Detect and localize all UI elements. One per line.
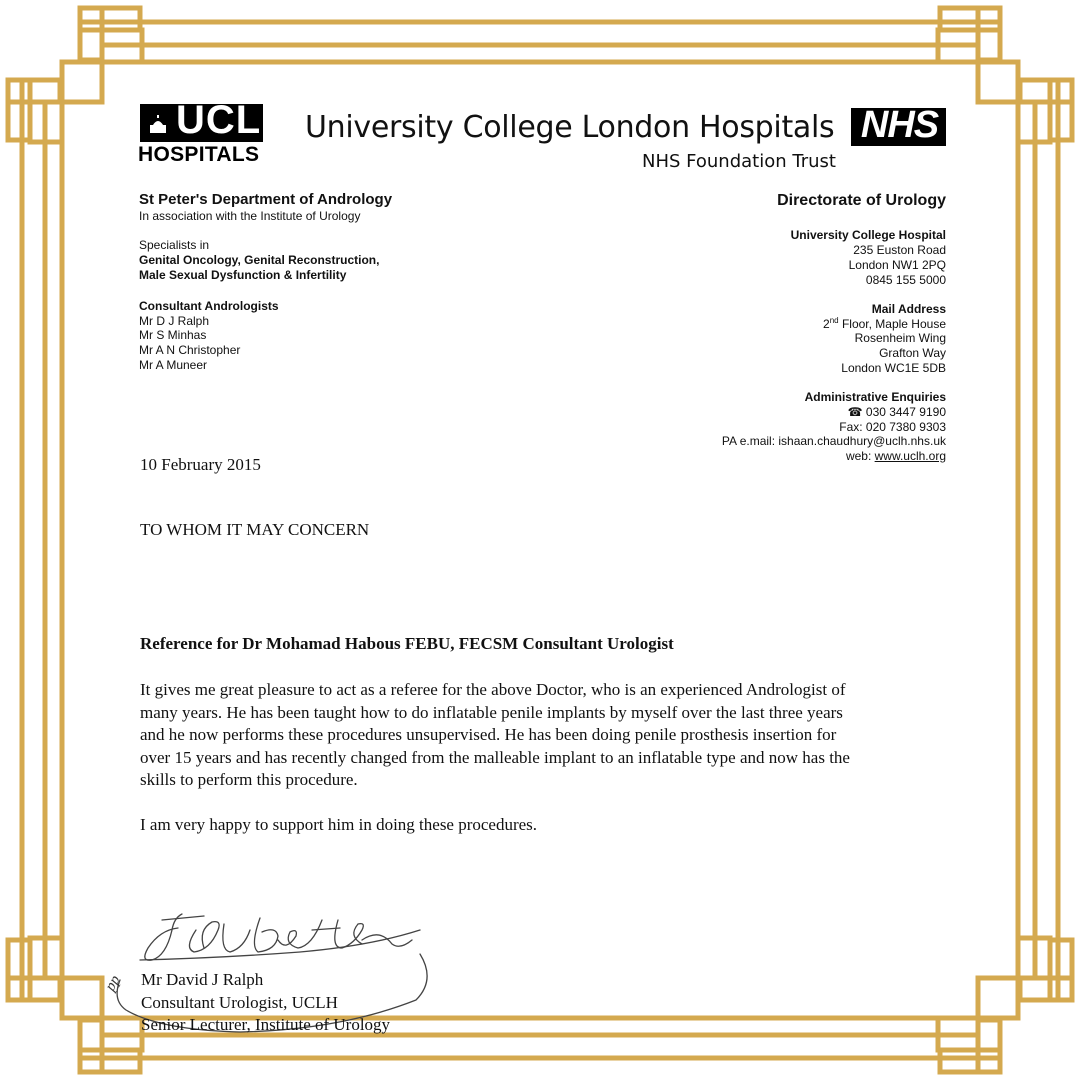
ucl-logo-subtitle: HOSPITALS bbox=[138, 143, 260, 166]
consultant-name: Mr D J Ralph bbox=[139, 314, 210, 328]
signatory-name: Mr David J Ralph bbox=[141, 970, 264, 989]
hospital-address-line: London NW1 2PQ bbox=[848, 258, 946, 272]
consultants-heading: Consultant Andrologists bbox=[139, 299, 279, 313]
mail-address-line: London WC1E 5DB bbox=[841, 361, 946, 375]
directorate-name: Directorate of Urology bbox=[777, 192, 946, 209]
hospital-name: University College Hospital bbox=[790, 228, 946, 242]
specialty-line: Genital Oncology, Genital Reconstruction, bbox=[139, 253, 380, 267]
letter-date: 10 February 2015 bbox=[140, 455, 261, 474]
consultant-name: Mr S Minhas bbox=[139, 328, 207, 342]
salutation: TO WHOM IT MAY CONCERN bbox=[140, 520, 370, 539]
mail-address-floor: 2nd Floor, Maple House bbox=[823, 316, 946, 331]
letter-paragraph bbox=[140, 679, 940, 792]
specialists-intro: Specialists in bbox=[139, 238, 210, 252]
paragraph-line: skills to perform this procedure. bbox=[140, 770, 358, 789]
nhs-logo-text: NHS bbox=[860, 104, 939, 146]
admin-phone: ☎ 030 3447 9190 bbox=[847, 405, 946, 419]
specialty-line: Male Sexual Dysfunction & Infertility bbox=[139, 268, 347, 282]
paragraph-line: many years. He has been taught how to do inflatable penile implants by myself over the last three years bbox=[140, 702, 843, 722]
signatory-affiliation: Senior Lecturer, Institute of Urology bbox=[141, 1015, 391, 1034]
website-link[interactable]: www.uclh.org bbox=[874, 449, 946, 463]
organisation-name: University College London Hospitals bbox=[305, 110, 835, 145]
hospital-phone: 0845 155 5000 bbox=[865, 273, 946, 287]
support-statement: I am very happy to support him in doing these procedures. bbox=[140, 815, 538, 834]
paragraph-line: over 15 years and has recently changed from the malleable implant to an inflatable type and now has the bbox=[140, 747, 850, 767]
ucl-logo-text: UCL bbox=[176, 98, 262, 142]
website: web: www.uclh.org bbox=[845, 449, 946, 463]
association-line: In association with the Institute of Urology bbox=[139, 209, 361, 223]
phone-icon: ☎ bbox=[847, 405, 863, 419]
hospital-address-line: 235 Euston Road bbox=[853, 243, 946, 257]
paragraph-line: It gives me great pleasure to act as a referee for the above Doctor, who is an experienced Andrologist of bbox=[140, 680, 846, 699]
admin-enquiries-heading: Administrative Enquiries bbox=[804, 390, 946, 404]
paragraph-line: and he now performs these procedures unsupervised. He has been doing penile prosthesis insertion for bbox=[140, 725, 837, 744]
mail-address-line: Rosenheim Wing bbox=[854, 331, 946, 345]
mail-address-heading: Mail Address bbox=[871, 302, 946, 316]
letter-subject: Reference for Dr Mohamad Habous FEBU, FECSM Consultant Urologist bbox=[140, 634, 674, 653]
department-name: St Peter's Department of Andrology bbox=[139, 191, 393, 208]
pa-email[interactable]: PA e.mail: ishaan.chaudhury@uclh.nhs.uk bbox=[721, 434, 946, 448]
consultant-name: Mr A Muneer bbox=[139, 358, 208, 372]
admin-fax: Fax: 020 7380 9303 bbox=[839, 420, 946, 434]
ucl-dome-icon bbox=[146, 114, 170, 134]
signatory-title: Consultant Urologist, UCLH bbox=[141, 993, 338, 1012]
trust-name: NHS Foundation Trust bbox=[642, 151, 836, 172]
mail-address-line: Grafton Way bbox=[879, 346, 946, 360]
consultant-name: Mr A N Christopher bbox=[139, 343, 241, 357]
signature-pp-mark: pp bbox=[102, 972, 124, 994]
